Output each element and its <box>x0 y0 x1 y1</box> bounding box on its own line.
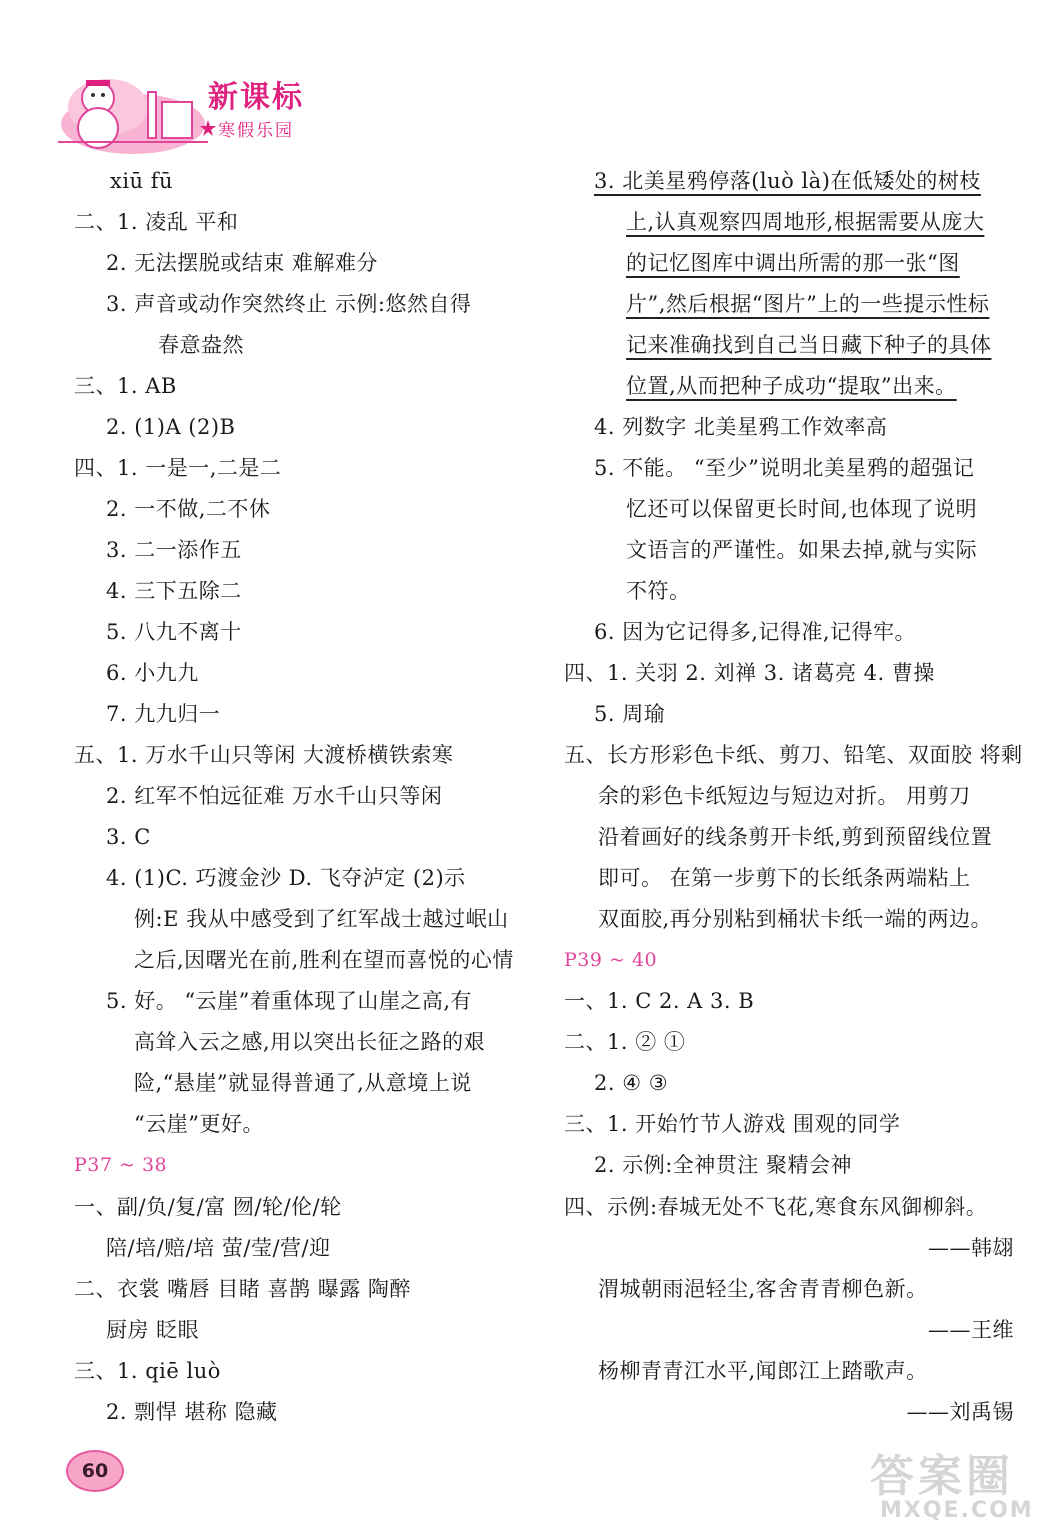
answer-line: 三、1. 开始竹节人游戏 围观的同学 <box>564 1112 901 1136</box>
star-icon <box>200 120 216 136</box>
answer-line: 四、1. 关羽 2. 刘禅 3. 诸葛亮 4. 曹操 <box>564 661 935 685</box>
answer-line: 一、副/负/复/富 囫/轮/伦/轮 <box>74 1195 342 1219</box>
logo-title: 新课标 <box>208 80 304 115</box>
answer-line: 7. 九九归一 <box>106 702 221 726</box>
answer-line: 渭城朝雨浥轻尘,客舍青青柳色新。 <box>598 1277 928 1301</box>
answer-line: 厨房 眨眼 <box>106 1318 200 1342</box>
answer-line: 6. 小九九 <box>106 661 199 685</box>
answer-line: 四、1. 一是一,二是二 <box>74 456 282 480</box>
header-logo <box>58 62 348 162</box>
answer-line: 例:E 我从中感受到了红军战士越过岷山 <box>134 907 509 931</box>
watermark <box>860 1440 1040 1530</box>
answer-line: 陪/培/赔/培 萤/莹/营/迎 <box>106 1236 331 1260</box>
answer-line: 2. 红军不怕远征难 万水千山只等闲 <box>106 784 443 808</box>
answer-line: 三、1. AB <box>74 374 177 398</box>
answer-line: 即可。 在第一步剪下的长纸条两端粘上 <box>598 866 971 890</box>
answer-line: 沿着画好的线条剪开卡纸,剪到预留线位置 <box>598 825 993 849</box>
watermark-url: MXQE.COM <box>880 1498 1034 1523</box>
answer-line: 3. 声音或动作突然终止 示例:悠然自得 <box>106 292 472 316</box>
answer-line: 片”,然后根据“图片”上的一些提示性标 <box>626 292 990 316</box>
answer-line: 双面胶,再分别粘到桶状卡纸一端的两边。 <box>598 907 993 931</box>
section-heading: P37 ~ 38 <box>74 1154 168 1176</box>
answer-line: 一、1. C 2. A 3. B <box>564 989 755 1013</box>
answer-line: 2. 一不做,二不休 <box>106 497 271 521</box>
answer-line: 2. 剽悍 堪称 隐藏 <box>106 1400 278 1424</box>
answer-line: 2. 无法摆脱或结束 难解难分 <box>106 251 378 275</box>
answer-line: 二、1. ② ① <box>564 1030 686 1054</box>
answer-line: 五、1. 万水千山只等闲 大渡桥横铁索寒 <box>74 743 454 767</box>
answer-line: 5. 不能。 “至少”说明北美星鸦的超强记 <box>594 456 975 480</box>
answer-line: 二、衣裳 嘴唇 目睹 喜鹊 曝露 陶醉 <box>74 1277 411 1301</box>
answer-line: 记来准确找到自己当日藏下种子的具体 <box>626 333 992 357</box>
answer-line: 之后,因曙光在前,胜利在望而喜悦的心情 <box>134 948 514 972</box>
answer-line: 5. 八九不离十 <box>106 620 242 644</box>
answer-line: 2. 示例:全神贯注 聚精会神 <box>594 1153 852 1177</box>
answer-line: 余的彩色卡纸短边与短边对折。 用剪刀 <box>598 784 971 808</box>
answer-line: 5. 周瑜 <box>594 702 666 726</box>
answer-line: 3. C <box>106 825 151 849</box>
answer-line: 的记忆图库中调出所需的那一张“图 <box>626 251 960 275</box>
poem-author: ——王维 <box>928 1318 1014 1342</box>
answer-line: 五、长方形彩色卡纸、剪刀、铅笔、双面胶 将剩 <box>564 743 1023 767</box>
poem-author: ——刘禹锡 <box>906 1400 1014 1424</box>
answer-line: 二、1. 凌乱 平和 <box>74 210 239 234</box>
watermark-text: 答案圈 <box>870 1451 1014 1502</box>
poem-author: ——韩翃 <box>928 1236 1014 1260</box>
answer-line: 6. 因为它记得多,记得准,记得牢。 <box>594 620 917 644</box>
answer-line: 3. 北美星鸦停落(luò là)在低矮处的树枝 <box>594 169 981 193</box>
answer-line: 5. 好。 “云崖”着重体现了山崖之高,有 <box>106 989 473 1013</box>
answer-line: “云崖”更好。 <box>134 1112 264 1136</box>
page-number: 60 <box>66 1450 124 1492</box>
answer-line: 文语言的严谨性。如果去掉,就与实际 <box>626 538 978 562</box>
answer-line: 4. (1)C. 巧渡金沙 D. 飞夺泸定 (2)示 <box>106 866 466 890</box>
answer-line: 4. 列数字 北美星鸦工作效率高 <box>594 415 888 439</box>
answer-line: 不符。 <box>626 579 691 603</box>
answer-line: 杨柳青青江水平,闻郎江上踏歌声。 <box>598 1359 928 1383</box>
section-heading: P39 ~ 40 <box>564 949 658 971</box>
answer-line: 2. (1)A (2)B <box>106 415 236 439</box>
answer-line: 3. 二一添作五 <box>106 538 242 562</box>
answer-line: 忆还可以保留更长时间,也体现了说明 <box>626 497 978 521</box>
answer-line: 上,认真观察四周地形,根据需要从庞大 <box>626 210 985 234</box>
snowman-icon <box>58 62 208 157</box>
answer-line: 春意盎然 <box>158 333 244 357</box>
answer-line: xiū fū <box>110 169 174 193</box>
answer-line: 2. ④ ③ <box>594 1071 669 1095</box>
answer-line: 4. 三下五除二 <box>106 579 242 603</box>
answer-line: 三、1. qiē luò <box>74 1359 221 1383</box>
answer-line: 四、示例:春城无处不飞花,寒食东风御柳斜。 <box>564 1195 988 1219</box>
answer-line: 位置,从而把种子成功“提取”出来。 <box>626 374 957 398</box>
answer-line: 高耸入云之感,用以突出长征之路的艰 <box>134 1030 486 1054</box>
answer-line: 险,“悬崖”就显得普通了,从意境上说 <box>134 1071 472 1095</box>
logo-subtitle: 寒假乐园 <box>218 121 294 141</box>
